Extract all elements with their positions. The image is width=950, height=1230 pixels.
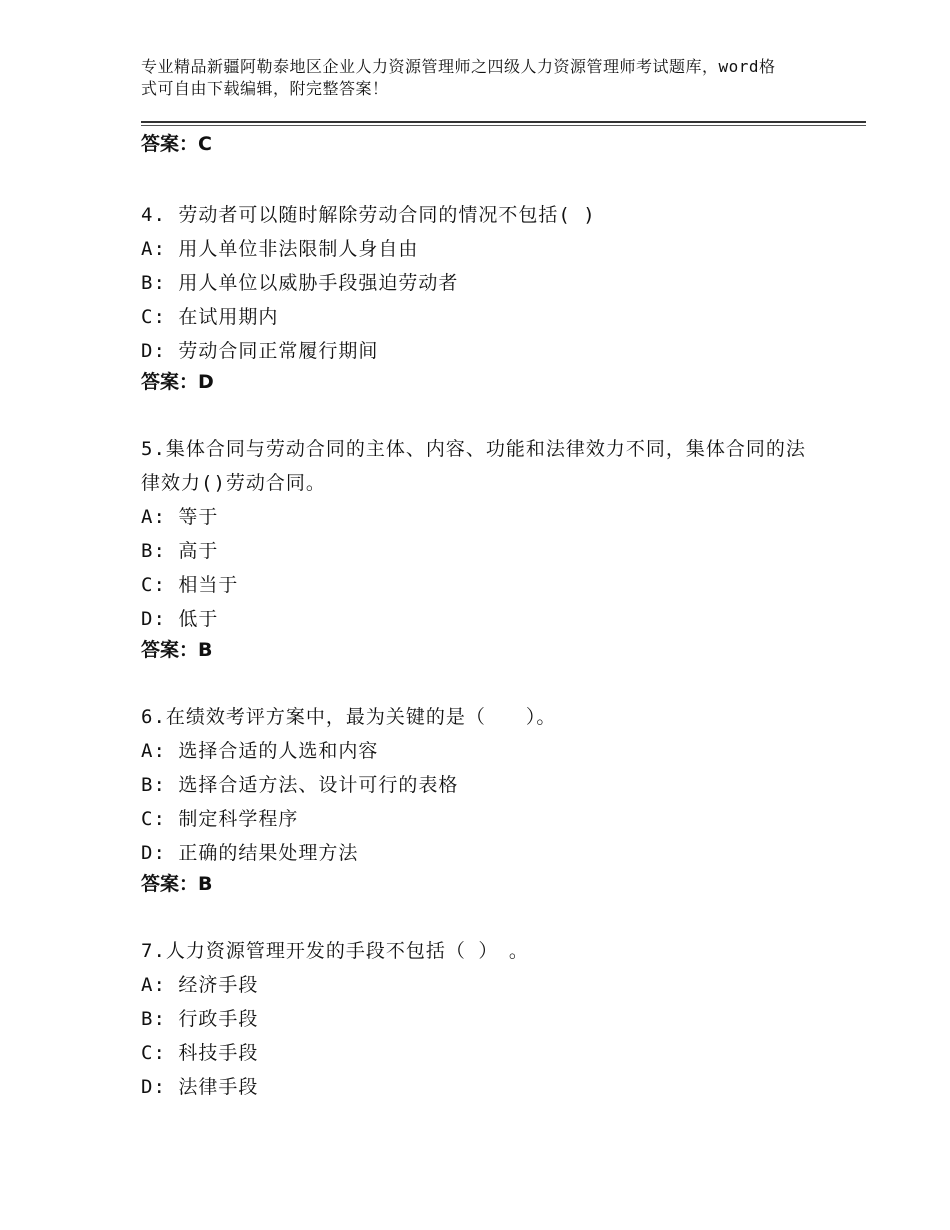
document-body bbox=[141, 130, 821, 1104]
option-a: A: 用人单位非法限制人身自由 bbox=[141, 238, 419, 260]
header-text: 专业精品新疆阿勒泰地区企业人力资源管理师之四级人力资源管理师考试题库，word格式可自由下载编辑，附完整答案！ bbox=[141, 57, 776, 98]
option-b: B: 用人单位以威胁手段强迫劳动者 bbox=[141, 272, 459, 294]
option-d: D: 低于 bbox=[141, 608, 219, 630]
option-b: B: 高于 bbox=[141, 540, 219, 562]
option-a: A: 等于 bbox=[141, 506, 219, 528]
option-b: B: 选择合适方法、设计可行的表格 bbox=[141, 774, 459, 796]
document-header bbox=[141, 56, 781, 100]
answer-label: 答案：B bbox=[141, 639, 213, 661]
option-b: B: 行政手段 bbox=[141, 1008, 259, 1030]
option-d: D: 劳动合同正常履行期间 bbox=[141, 340, 379, 362]
option-c: C: 制定科学程序 bbox=[141, 808, 299, 830]
question-text: 5.集体合同与劳动合同的主体、内容、功能和法律效力不同，集体合同的法律效力()劳动合同。 bbox=[141, 438, 806, 494]
header-rule-thick bbox=[141, 121, 866, 123]
header-rule-thin bbox=[141, 125, 866, 126]
option-c: C: 相当于 bbox=[141, 574, 239, 596]
option-d: D: 法律手段 bbox=[141, 1076, 259, 1098]
option-a: A: 经济手段 bbox=[141, 974, 259, 996]
question-block-7 bbox=[141, 934, 821, 1104]
option-a: A: 选择合适的人选和内容 bbox=[141, 740, 379, 762]
answer-label: 答案：B bbox=[141, 873, 213, 895]
option-d: D: 正确的结果处理方法 bbox=[141, 842, 359, 864]
question-block-4 bbox=[141, 198, 821, 396]
option-c: C: 在试用期内 bbox=[141, 306, 279, 328]
answer-label: 答案：D bbox=[141, 371, 214, 393]
question-block-6 bbox=[141, 700, 821, 898]
question-text: 6.在绩效考评方案中，最为关键的是（ ）。 bbox=[141, 706, 557, 728]
option-c: C: 科技手段 bbox=[141, 1042, 259, 1064]
question-block-5 bbox=[141, 432, 821, 664]
question-text: 7.人力资源管理开发的手段不包括（ ） 。 bbox=[141, 940, 529, 962]
answer-label: 答案：C bbox=[141, 133, 212, 155]
question-text: 4. 劳动者可以随时解除劳动合同的情况不包括( ) bbox=[141, 204, 596, 226]
